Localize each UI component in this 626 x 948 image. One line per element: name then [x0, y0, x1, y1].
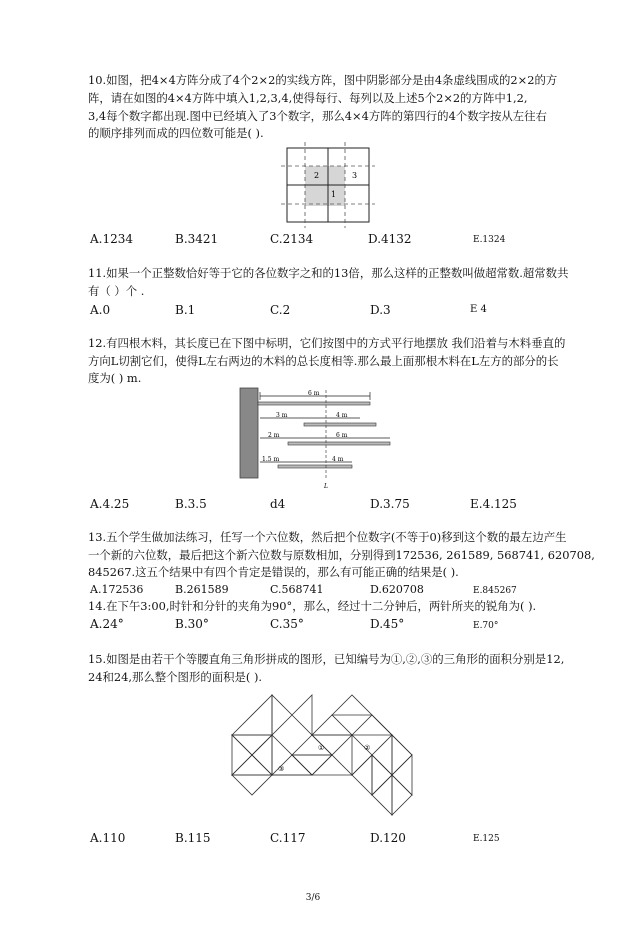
q13-line-1: 13.五个学生做加法练习，任写一个六位数，然后把个位数字(不等于0)移到这个数的最左边产生 — [88, 530, 567, 544]
q12-line-3: 度为( ) m. — [88, 371, 142, 385]
q10-cell-1: 1 — [331, 190, 337, 199]
q10-line-2: 阵，请在如图的4×4方阵中填入1,2,3,4,使得每行、每列以及上述5个2×2的方阵中1,2, — [88, 91, 528, 105]
q12-line-1: 12.有四根木料，其长度已在下图中标明，它们按图中的方式平行地摆放 我们沿着与木料垂直的 — [88, 336, 566, 350]
q13-option-d[interactable]: D.620708 — [370, 583, 424, 596]
q14-option-a[interactable]: A.24° — [90, 617, 124, 631]
q14-option-e[interactable]: E.70° — [473, 621, 499, 631]
q12-label-1-5m: 1.5 m — [262, 456, 280, 463]
q13-line-2: 一个新的六位数，最后把这个新六位数与原数相加，分别得到172536, 261589, 568741, 620708, — [88, 548, 595, 562]
q11-option-d[interactable]: D.3 — [370, 303, 391, 317]
q10-cell-2: 2 — [314, 171, 320, 180]
q11-line-1: 11.如果一个正整数恰好等于它的各位数字之和的13倍，那么这样的正整数叫做超常数.超常数共 — [88, 266, 569, 280]
q14-option-c[interactable]: C.35° — [270, 617, 304, 631]
q15-line-2: 24和24,那么整个图形的面积是( ). — [88, 670, 263, 684]
q12-label-6m: 6 m — [336, 432, 348, 439]
q15-option-b[interactable]: B.115 — [175, 831, 211, 845]
q15-label-1: ① — [318, 744, 325, 752]
q10-option-b[interactable]: B.3421 — [175, 232, 219, 246]
q13-option-a[interactable]: A.172536 — [90, 583, 144, 596]
q12-label-3m: 3 m — [276, 412, 288, 419]
q13-option-e[interactable]: E.845267 — [473, 586, 517, 596]
q11-option-e[interactable]: E 4 — [470, 304, 487, 315]
q11-option-b[interactable]: B.1 — [175, 303, 196, 317]
q12-label-4m-b: 4 m — [332, 456, 344, 463]
q12-option-c[interactable]: d4 — [270, 497, 286, 511]
q10-option-e[interactable]: E.1324 — [473, 235, 506, 245]
q10-line-4: 的顺序排列而成的四位数可能是( ). — [88, 126, 264, 140]
q12-label-6m-top: 6 m — [308, 390, 320, 397]
q12-line-2: 方向L切割它们，使得L左右两边的木料的总长度相等.那么最上面那根木料在L左方的部分的长 — [88, 354, 559, 368]
q12-label-L: L — [324, 483, 328, 490]
q10-line-3: 3,4每个数字都出现.图中已经填入了3个数字，那么4×4方阵的第四行的4个数字按从左往右 — [88, 109, 547, 123]
q15-option-c[interactable]: C.117 — [270, 831, 306, 845]
q12-option-b[interactable]: B.3.5 — [175, 497, 207, 511]
q11-option-a[interactable]: A.0 — [90, 303, 111, 317]
q14-option-d[interactable]: D.45° — [370, 617, 405, 631]
q15-line-1: 15.如图是由若干个等腰直角三角形拼成的图形，已知编号为①,②,③的三角形的面积分别是12, — [88, 652, 565, 666]
q10-option-a[interactable]: A.1234 — [90, 232, 134, 246]
q15-triangles-figure — [232, 695, 422, 815]
q11-line-2: 有（ ）个 . — [88, 284, 145, 298]
q10-option-d[interactable]: D.4132 — [368, 232, 412, 246]
q15-label-2: ② — [364, 744, 371, 752]
q10-grid-figure — [285, 146, 375, 226]
q14-option-b[interactable]: B.30° — [175, 617, 209, 631]
q12-option-d[interactable]: D.3.75 — [370, 497, 410, 511]
q10-line-1: 10.如图，把4×4方阵分成了4个2×2的实线方阵，图中阴影部分是由4条虚线围成的2×2的方 — [88, 73, 558, 87]
q12-lumber-figure — [240, 388, 390, 493]
q10-cell-3: 3 — [352, 171, 358, 180]
q12-label-2m: 2 m — [268, 432, 280, 439]
page-number: 3/6 — [305, 893, 321, 903]
q13-option-c[interactable]: C.568741 — [270, 583, 324, 596]
q13-line-3: 845267.这五个结果中有四个肯定是错误的，那么有可能正确的结果是( ). — [88, 565, 459, 579]
q15-option-d[interactable]: D.120 — [370, 831, 406, 845]
q12-label-4m-a: 4 m — [336, 412, 348, 419]
q14-line-1: 14.在下午3:00,时针和分针的夹角为90°，那么，经过十二分钟后，两针所夹的锐角为( ). — [88, 599, 537, 613]
q10-option-c[interactable]: C.2134 — [270, 232, 314, 246]
q12-option-a[interactable]: A.4.25 — [90, 497, 130, 511]
q15-label-3: ③ — [278, 765, 285, 773]
q11-option-c[interactable]: C.2 — [270, 303, 291, 317]
q15-option-e[interactable]: E.125 — [473, 834, 500, 844]
q12-option-e[interactable]: E.4.125 — [470, 497, 517, 511]
q15-option-a[interactable]: A.110 — [90, 831, 126, 845]
q13-option-b[interactable]: B.261589 — [175, 583, 229, 596]
